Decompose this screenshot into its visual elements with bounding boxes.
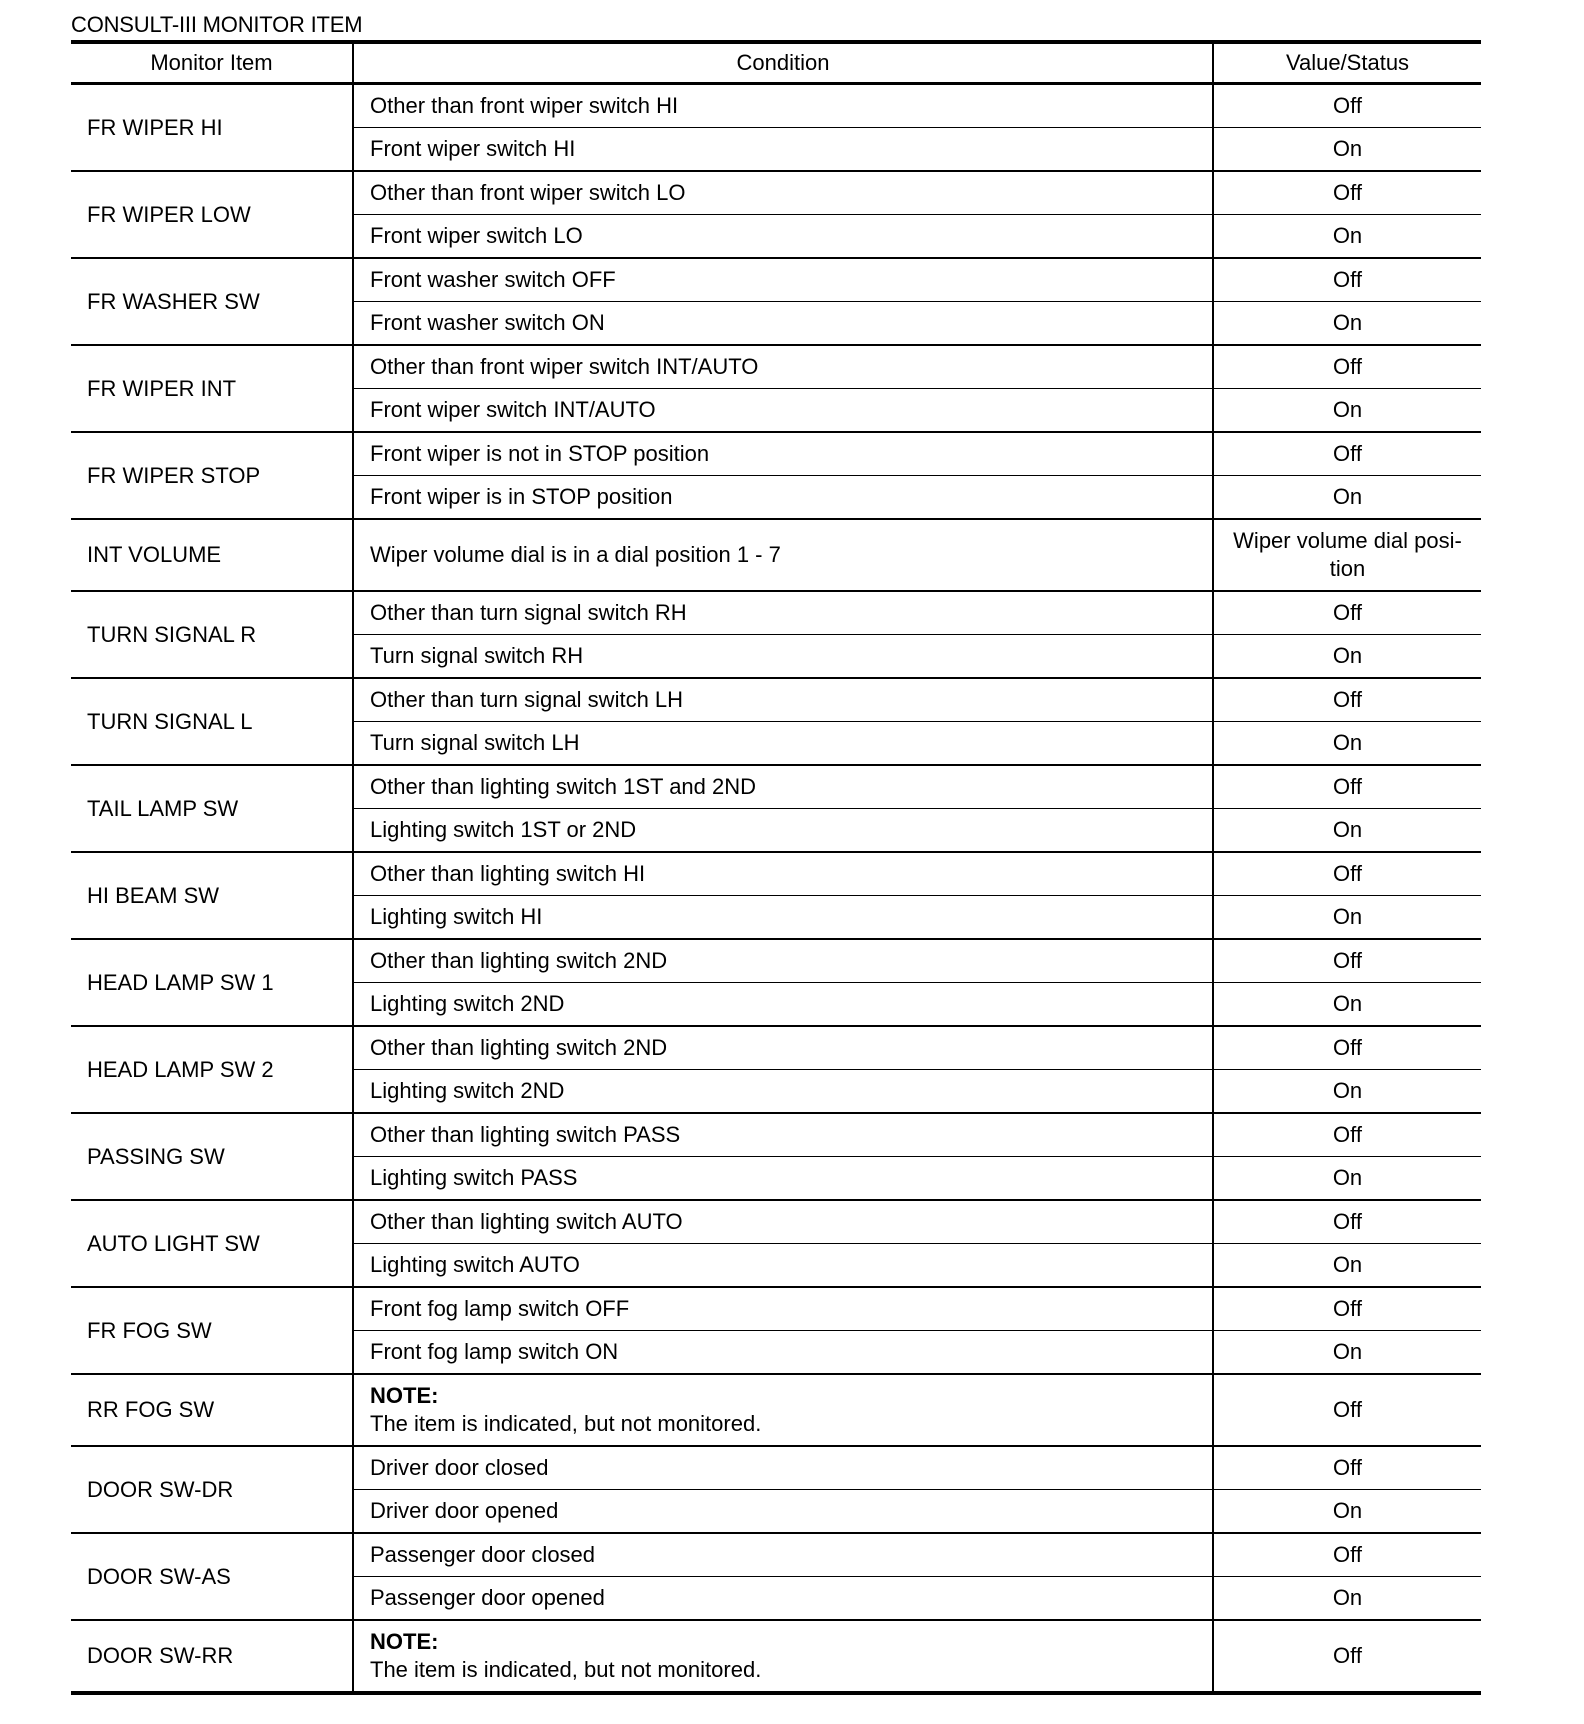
monitor-item-name: DOOR SW-AS: [71, 1533, 353, 1620]
condition-cell: Other than lighting switch 1ST and 2ND: [353, 765, 1213, 809]
header-condition: Condition: [353, 42, 1213, 84]
table-row: [71, 345, 1481, 389]
monitor-item-name: FR WIPER INT: [71, 345, 353, 432]
condition-cell: Front washer switch ON: [353, 302, 1213, 346]
value-status-cell: Off: [1213, 1446, 1481, 1490]
value-status-cell: Off: [1213, 1026, 1481, 1070]
table-row: [71, 765, 1481, 809]
condition-cell: Other than lighting switch 2ND: [353, 939, 1213, 983]
monitor-item-name: FR WASHER SW: [71, 258, 353, 345]
value-status-cell: Off: [1213, 258, 1481, 302]
value-status-cell: On: [1213, 215, 1481, 259]
value-status-cell: Off: [1213, 1620, 1481, 1693]
value-status-cell: On: [1213, 896, 1481, 940]
monitor-item-name: TAIL LAMP SW: [71, 765, 353, 852]
condition-cell: Turn signal switch RH: [353, 635, 1213, 679]
table-row: [71, 432, 1481, 476]
table-row: [71, 1620, 1481, 1693]
condition-cell: Front washer switch OFF: [353, 258, 1213, 302]
table-body: [71, 84, 1481, 1694]
condition-cell: Other than lighting switch 2ND: [353, 1026, 1213, 1070]
table-row: [71, 1533, 1481, 1577]
value-status-cell: Off: [1213, 1533, 1481, 1577]
monitor-item-name: FR FOG SW: [71, 1287, 353, 1374]
condition-cell: Lighting switch AUTO: [353, 1244, 1213, 1288]
condition-cell: Lighting switch 2ND: [353, 983, 1213, 1027]
value-status-cell: Off: [1213, 1374, 1481, 1446]
monitor-item-name: DOOR SW-RR: [71, 1620, 353, 1693]
table-row: [71, 84, 1481, 128]
value-status-cell: On: [1213, 476, 1481, 520]
condition-cell: Wiper volume dial is in a dial position 1 - 7: [353, 519, 1213, 591]
table-row: [71, 1113, 1481, 1157]
value-status-cell: On: [1213, 983, 1481, 1027]
note-label: NOTE:: [370, 1383, 439, 1408]
value-status-cell: On: [1213, 722, 1481, 766]
value-status-cell: Off: [1213, 84, 1481, 128]
monitor-item-name: HEAD LAMP SW 2: [71, 1026, 353, 1113]
value-status-cell: On: [1213, 389, 1481, 433]
value-status-cell: Off: [1213, 171, 1481, 215]
value-status-cell: On: [1213, 809, 1481, 853]
monitor-item-name: DOOR SW-DR: [71, 1446, 353, 1533]
value-status-cell: On: [1213, 1490, 1481, 1534]
condition-cell: Front wiper is in STOP position: [353, 476, 1213, 520]
value-status-cell: Off: [1213, 678, 1481, 722]
note-text: The item is indicated, but not monitored.: [370, 1657, 762, 1682]
table-header-row: [71, 42, 1481, 84]
monitor-item-name: TURN SIGNAL R: [71, 591, 353, 678]
condition-cell: [353, 1374, 1213, 1446]
condition-cell: Other than turn signal switch LH: [353, 678, 1213, 722]
condition-cell: Driver door closed: [353, 1446, 1213, 1490]
condition-cell: Other than lighting switch PASS: [353, 1113, 1213, 1157]
table-row: [71, 1374, 1481, 1446]
condition-cell: Driver door opened: [353, 1490, 1213, 1534]
condition-cell: Other than turn signal switch RH: [353, 591, 1213, 635]
table-row: [71, 1026, 1481, 1070]
value-status-cell: On: [1213, 1244, 1481, 1288]
monitor-item-name: INT VOLUME: [71, 519, 353, 591]
condition-cell: Other than front wiper switch INT/AUTO: [353, 345, 1213, 389]
value-status-cell: Off: [1213, 1200, 1481, 1244]
value-status-cell: On: [1213, 128, 1481, 172]
condition-cell: Lighting switch PASS: [353, 1157, 1213, 1201]
monitor-item-name: RR FOG SW: [71, 1374, 353, 1446]
condition-cell: Other than lighting switch AUTO: [353, 1200, 1213, 1244]
value-status-cell: On: [1213, 635, 1481, 679]
value-status-cell: On: [1213, 1331, 1481, 1375]
monitor-item-name: FR WIPER STOP: [71, 432, 353, 519]
value-status-cell: Off: [1213, 852, 1481, 896]
value-status-cell: Off: [1213, 1113, 1481, 1157]
monitor-item-name: PASSING SW: [71, 1113, 353, 1200]
note-text: The item is indicated, but not monitored.: [370, 1411, 762, 1436]
condition-cell: Front fog lamp switch ON: [353, 1331, 1213, 1375]
monitor-item-table: [71, 40, 1481, 1695]
condition-cell: [353, 1620, 1213, 1693]
condition-cell: Turn signal switch LH: [353, 722, 1213, 766]
value-status-cell: On: [1213, 1157, 1481, 1201]
value-status-text: Wiper volume dial posi-tion: [1233, 528, 1462, 581]
condition-cell: Other than lighting switch HI: [353, 852, 1213, 896]
document-title: CONSULT-III MONITOR ITEM: [71, 12, 363, 37]
condition-cell: Front fog lamp switch OFF: [353, 1287, 1213, 1331]
document: [71, 12, 1481, 1695]
value-status-cell: Off: [1213, 432, 1481, 476]
value-status-cell: On: [1213, 1070, 1481, 1114]
monitor-item-name: FR WIPER LOW: [71, 171, 353, 258]
condition-cell: Lighting switch 2ND: [353, 1070, 1213, 1114]
condition-cell: Passenger door closed: [353, 1533, 1213, 1577]
condition-cell: Other than front wiper switch LO: [353, 171, 1213, 215]
value-status-cell: Off: [1213, 345, 1481, 389]
monitor-item-name: HI BEAM SW: [71, 852, 353, 939]
value-status-cell: Off: [1213, 765, 1481, 809]
table-row: [71, 1287, 1481, 1331]
table-row: [71, 519, 1481, 591]
monitor-item-name: HEAD LAMP SW 1: [71, 939, 353, 1026]
condition-cell: Front wiper is not in STOP position: [353, 432, 1213, 476]
header-monitor-item: Monitor Item: [71, 42, 353, 84]
value-status-cell: On: [1213, 302, 1481, 346]
table-row: [71, 591, 1481, 635]
condition-cell: Lighting switch HI: [353, 896, 1213, 940]
condition-cell: Front wiper switch HI: [353, 128, 1213, 172]
table-row: [71, 1446, 1481, 1490]
table-row: [71, 852, 1481, 896]
condition-cell: Lighting switch 1ST or 2ND: [353, 809, 1213, 853]
table-row: [71, 171, 1481, 215]
value-status-cell: Off: [1213, 939, 1481, 983]
condition-cell: Other than front wiper switch HI: [353, 84, 1213, 128]
condition-cell: Front wiper switch LO: [353, 215, 1213, 259]
table-row: [71, 258, 1481, 302]
monitor-item-name: AUTO LIGHT SW: [71, 1200, 353, 1287]
monitor-item-name: FR WIPER HI: [71, 84, 353, 172]
value-status-cell: Off: [1213, 1287, 1481, 1331]
table-row: [71, 678, 1481, 722]
header-value-status: Value/Status: [1213, 42, 1481, 84]
table-row: [71, 939, 1481, 983]
condition-cell: Passenger door opened: [353, 1577, 1213, 1621]
table-row: [71, 1200, 1481, 1244]
condition-cell: Front wiper switch INT/AUTO: [353, 389, 1213, 433]
note-label: NOTE:: [370, 1629, 439, 1654]
value-status-cell: On: [1213, 1577, 1481, 1621]
value-status-cell: Off: [1213, 591, 1481, 635]
monitor-item-name: TURN SIGNAL L: [71, 678, 353, 765]
value-status-cell: [1213, 519, 1481, 591]
